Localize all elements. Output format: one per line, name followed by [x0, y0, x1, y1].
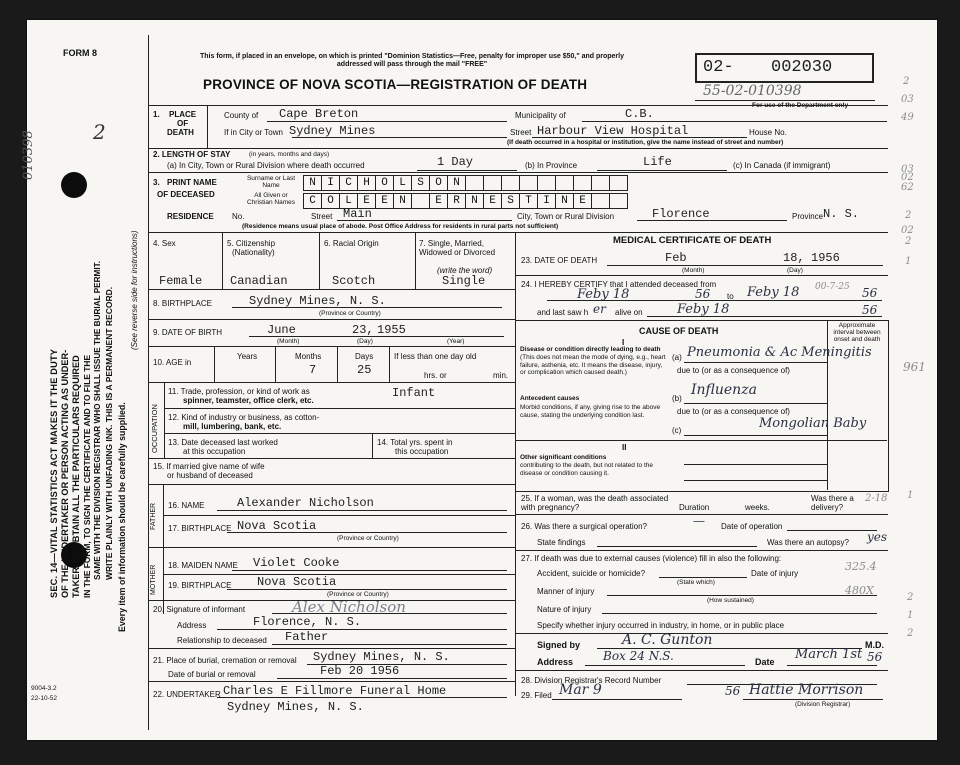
given-names-cells: C O L E E N E R N E S T I N E — [303, 193, 627, 209]
medical-certificate-title: MEDICAL CERTIFICATE OF DEATH — [613, 235, 772, 246]
reg-number: 002030 — [771, 58, 833, 77]
pencil-note-age: 00-7-25 — [815, 282, 850, 292]
legal-line-7: WRITE PLAINLY WITH UNFADING INK. THIS IS A PERMANENT RECORD. — [104, 286, 114, 580]
death-month: Feb — [665, 251, 687, 265]
informant-relationship: Father — [285, 630, 329, 644]
street-value: Harbour View Hospital — [537, 124, 689, 138]
residence-province-value: N. S. — [823, 207, 860, 221]
dob-year: 1955 — [377, 323, 406, 337]
cause-a: Pneumonia & Ac Meningitis — [687, 345, 872, 360]
legal-line-8: Every item of information should be carefully supplied. — [117, 402, 127, 632]
punch-hole — [61, 172, 87, 198]
mother-maiden-name: Violet Cooke — [253, 556, 340, 570]
undertaker-name: Charles E Fillmore Funeral Home — [223, 684, 447, 698]
filed-year: 56 — [725, 684, 741, 698]
burial-date: Feb 20 1956 — [320, 664, 400, 678]
registrar-signature: Hattie Morrison — [749, 682, 864, 698]
registration-number-box — [695, 53, 874, 83]
legal-line-1: SEC. 14—VITAL STATISTICS ACT MAKES IT THE DUTY — [49, 348, 59, 598]
marital-status-value: Single — [442, 274, 486, 288]
legal-line-3: TAKER TO OBTAIN ALL THE PARTICULARS REQUIRED — [71, 355, 81, 598]
attended-to-year: 56 — [862, 286, 878, 300]
birthplace-value: Sydney Mines, N. S. — [249, 294, 386, 308]
footer-code-1: 9004-3.2 — [31, 685, 57, 692]
page-title: PROVINCE OF NOVA SCOTIA—REGISTRATION OF DEATH — [203, 77, 588, 92]
autopsy-value: yes — [867, 530, 888, 544]
undertaker-address: Sydney Mines, N. S. — [227, 700, 364, 714]
attended-from-date: Feby 18 — [577, 287, 630, 302]
father-birthplace: Nova Scotia — [237, 519, 317, 533]
attended-from-year: 56 — [695, 287, 711, 301]
death-registration-form: SEC. 14—VITAL STATISTICS ACT MAKES IT THE DUTY OF THE UNDERTAKER OR PERSON ACTING AS UNDER- TAKER TO OBTAIN ALL THE PARTICULARS REQUIRED IN THE FORM, TO SIGN THE CERTIFICATE AND TO FILE THE SAME WITH THE DIVISION REGISTRAR WHO SHALL ISSUE THE BURIAL PERMIT. WRITE PLAINLY WITH UNFADING INK. THIS IS A PERMANENT RECORD. Every item of information should be carefully supplied. (See reverse side for instructions) 010398 2 FORM 8 9004-3.2 22-10-52 This form, if placed in an envelope, on which is printed "Dominion Statistics—Free, penalty for improper use $50," and properly addressed will pass through the mail "FREE" PROVINCE OF NOVA SCOTIA—REGISTRATION OF DEATH 02- 002030 55-02-010398 For use of the Department only 2 03 49 03 02 62 2 02 2 1 961 1 2 1 2 1. PLACE OF DEATH County of Cape Breton Municipality of C.B. If in City or Town Sydney Mines Street Harbour View Hospital House No. (If death occurred in a hospital or institution, give the name instead of street and number) 2. LENGTH OF STAY (in years, months and days) (a) In City, Town or Rural Division where death occurred 1 Day (b) In Province Life (c) In Canada (if immigrant) 3. PRINT NAME OF DECEASED Surname or Last Name All Given or Christian Names N I C H O L S O N C O L E E N E R N E S T I N E RESIDENCE No. Street Main City, Town or Rural Division Florence Province N. S. (Residence means usual place of abode. Post Office Address for residents in rural parts not sufficient) 4. Sex Female 5. Citizenship (Nationality) Canadian 6. Racial Origin Scotch 7. Single, Married, Widowed or Divorced (write the word) Single 8. BIRTHPLACE Sydney Mines, N. S. (Province or Country) 9. DATE OF BIRTH June 23, 1955 (Month) (Day) (Year) 10. AGE in Years Months 7 Days 25 If less than one day old hrs. or min. OCCUPATION 11. Trade, profession, or kind of work as spinner, teamster, office clerk, etc. Infant 12. Kind of industry or business, as cotton- mill, lumbering, bank, etc. 13. Date deceased last worked at this occupation 14. Total yrs. spent in this occupation 15. If married give name of wife or husband of deceased FATHER MOTHER 16. NAME Alexander Nicholson 17. BIRTHPLACE Nova Scotia (Province or Country) 18. MAIDEN NAME Violet Cooke 19. BIRTHPLACE Nova Scotia (Province or Country) 20. Signature of informant Alex Nicholson Address Florence, N. S. Relationship to deceased Father 21. Place of burial, cremation or removal Sydney Mines, N. S. Date of burial or removal Feb 20 1956 22. UNDERTAKER Charles E Fillmore Funeral Home Sydney Mines, N. S. MEDICAL CERTIFICATE OF DEATH 23. DATE OF DEATH Feb 18, 1956 (Month) (Day) 24. I HEREBY CERTIFY that I attended deceased from Feby 18 56 to Feby 18 56 00-7-25 and last saw h er alive on Feby 18 56 CAUSE OF DEATH Approximate interval between onset and death I Disease or condition directly leading to death (This does not mean the mode of dying, e.g., heart failure, asthenia, etc. It means the disease, injury, or complication which caused death.) (a) Pneumonia & Ac Meningitis due to (or as a consequence of) Antecedent causes Morbid conditions, if any, giving rise to the above cause, stating the underlying condition last. (b) Influenza due to (or as a consequence of) (c) Mongolian Baby II Other significant conditions contributing to the death, but not related to the disease or condition causing it. 25. If a woman, was the death associated with pregnancy? Duration weeks. Was there a delivery? 2-18 26. Was there a surgical operation? — Date of operation State findings Was there an autopsy? yes 27. If death was due to external causes (violence) fill in also the following: Accident, suicide or homicide? (State which) Date of injury 325.4 Manner of injury (How sustained) 480X Nature of injury Specify whether injury occurred in industry, in home, or in public place Signed by A. C. Gunton M.D. Address Box 24 N.S. Date March 1st 56 28. Division Registrar's Record Number 29. Filed Mar 9 56 Hattie Morrison (Division Registrar) — [27, 20, 937, 740]
cause-b: Influenza — [691, 382, 757, 398]
sex-value: Female — [159, 274, 203, 288]
age-months: 7 — [309, 363, 317, 377]
municipality-value: C.B. — [625, 107, 654, 121]
dob-day: 23, — [352, 323, 374, 337]
legal-line-4: IN THE FORM, TO SIGN THE CERTIFICATE AND TO FILE THE — [82, 354, 92, 598]
legal-line-2: OF THE UNDERTAKER OR PERSON ACTING AS UNDER- — [60, 349, 70, 598]
informant-address: Florence, N. S. — [253, 615, 362, 629]
racial-origin-value: Scotch — [332, 274, 376, 288]
last-saw-year: 56 — [862, 303, 878, 317]
city-value: Sydney Mines — [289, 124, 376, 138]
side-number: 010398 — [21, 130, 36, 180]
dept-number: 55-02-010398 — [703, 83, 802, 99]
burial-place: Sydney Mines, N. S. — [313, 650, 450, 664]
age-days: 25 — [357, 363, 372, 377]
residence-city-value: Florence — [652, 207, 710, 221]
informant-signature: Alex Nicholson — [292, 598, 406, 616]
dob-month: June — [267, 323, 296, 337]
stay-city-value: 1 Day — [437, 155, 474, 169]
legal-line-6: SAME WITH THE DIVISION REGISTRAR WHO SHALL ISSUE THE BURIAL PERMIT. — [93, 260, 102, 580]
county-value: Cape Breton — [279, 107, 359, 121]
death-day: 18, — [783, 251, 805, 265]
surname-cells: N I C H O L S O N — [303, 175, 627, 191]
cause-c: Mongolian Baby — [759, 416, 867, 431]
attended-to-date: Feby 18 — [747, 285, 800, 300]
filed-date: Mar 9 — [559, 682, 602, 698]
form-id: FORM 8 — [63, 48, 98, 58]
physician-date: March 1st — [795, 647, 863, 662]
physician-address: Box 24 N.S. — [603, 649, 674, 663]
citizenship-value: Canadian — [230, 274, 288, 288]
father-name: Alexander Nicholson — [237, 496, 374, 510]
residence-street-value: Main — [343, 207, 372, 221]
dept-use-note: For use of the Department only — [752, 102, 849, 109]
mother-birthplace: Nova Scotia — [257, 575, 337, 589]
reg-prefix: 02- — [703, 58, 734, 77]
stay-province-value: Life — [643, 155, 672, 169]
footer-code-2: 22-10-52 — [31, 695, 58, 702]
last-saw-date: Feby 18 — [677, 302, 730, 317]
death-year: 1956 — [811, 251, 840, 265]
reverse-side-note: (See reverse side for instructions) — [130, 230, 139, 350]
physician-signature: A. C. Gunton — [622, 632, 713, 648]
side-mark: 2 — [93, 120, 106, 144]
trade-value: Infant — [392, 386, 436, 400]
mailing-notice: This form, if placed in an envelope, on which is printed "Dominion Statistics—Free, penalty for improper use $50," and properly addressed will pass through the mail "FREE" — [200, 53, 624, 68]
